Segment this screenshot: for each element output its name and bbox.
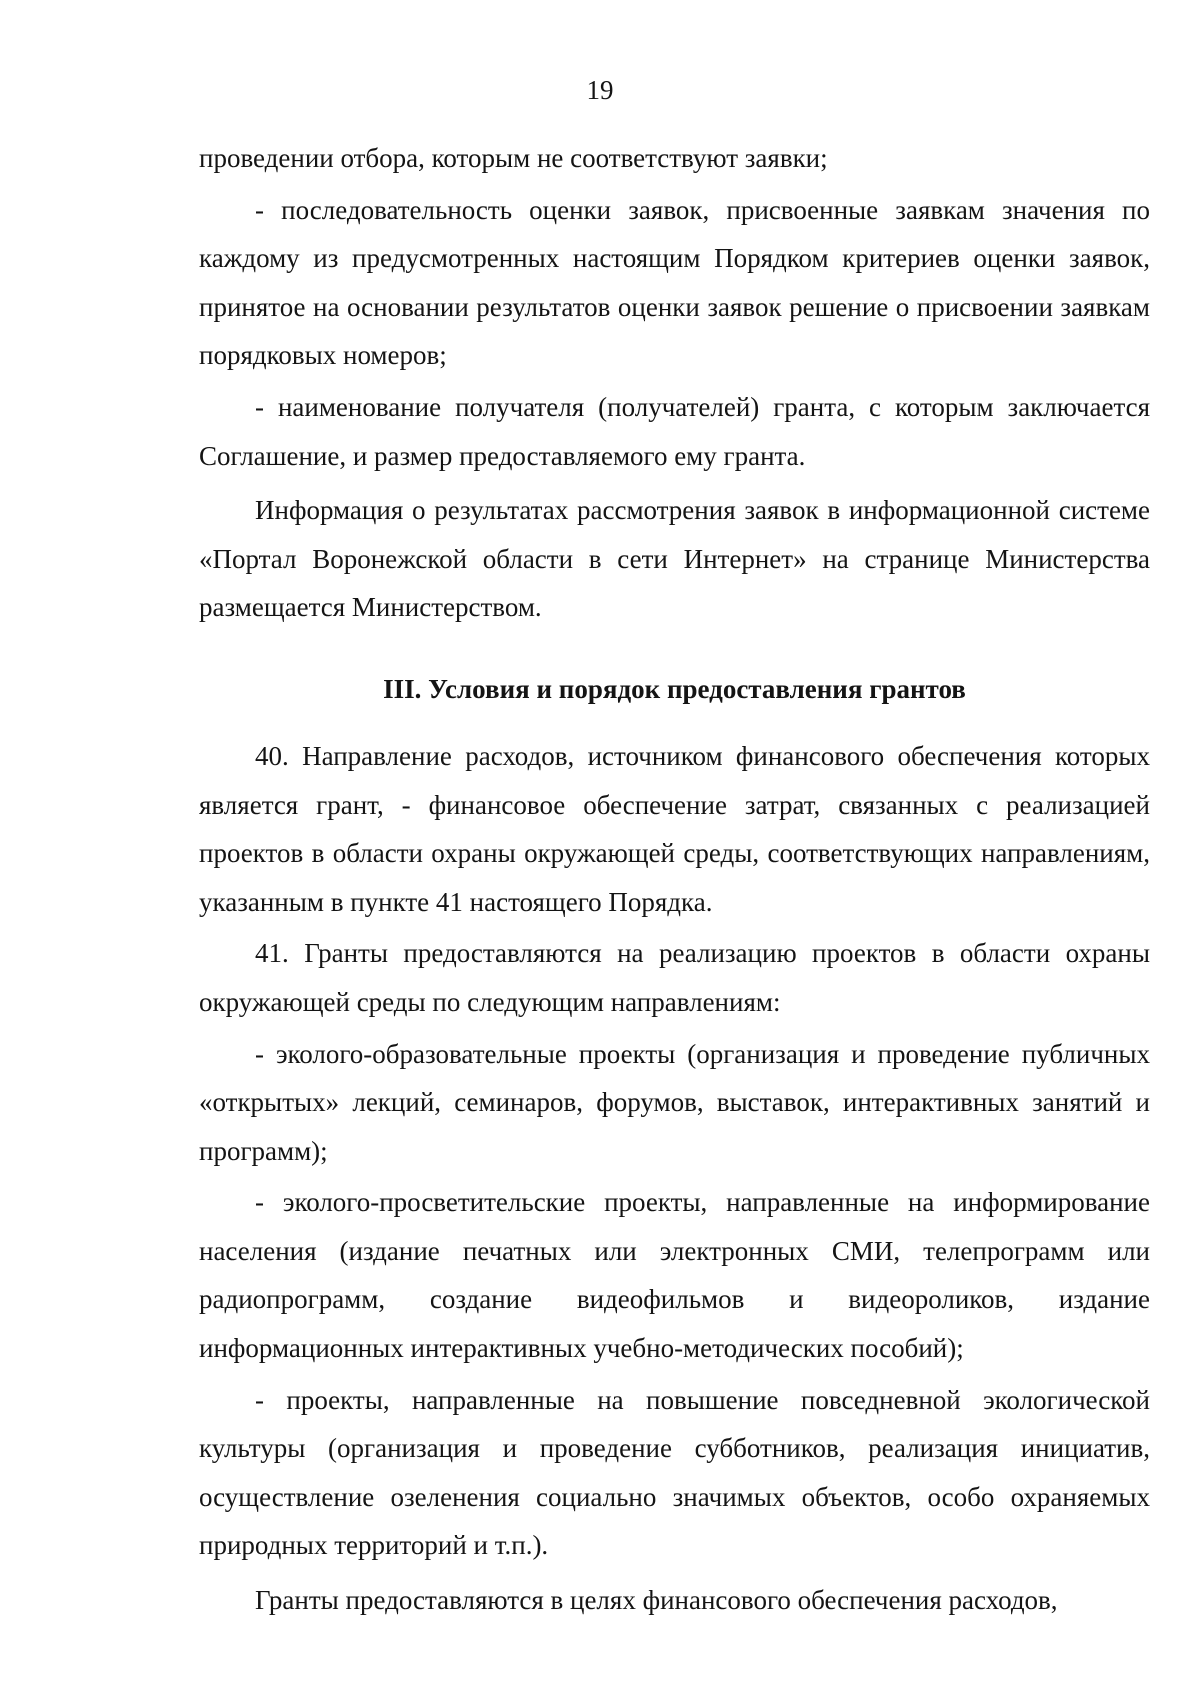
paragraph-list-item: - наименование получателя (получателей) гранта, с которым заключается Соглашение, и размер предоставляемого ему гранта. <box>199 391 1150 471</box>
page-number: 19 <box>586 75 614 105</box>
paragraph-info: Информация о результатах рассмотрения заявок в информационной системе «Портал Воронежской области в сети Интернет» на странице Министерства размещается Министерством. <box>199 495 1150 623</box>
paragraph-list-item: - последовательность оценки заявок, присвоенные заявкам значения по каждому из предусмотренных настоящим Порядком критериев оценки заявок, принятое на основании результатов оценки заявок решение о присвоении заявкам порядковых номеров; <box>199 194 1150 371</box>
paragraph-item-40: 40. Направление расходов, источником финансового обеспечения которых является грант, - финансовое обеспечение затрат, связанных с реализацией проектов в области охраны окружающей среды, соответствующих направлениям, указанным в пункте 41 настоящего Порядка. <box>199 740 1150 917</box>
paragraph-continuation: проведении отбора, которым не соответствуют заявки; <box>199 143 828 173</box>
paragraph-list-item: - эколого-образовательные проекты (организация и проведение публичных «открытых» лекций, семинаров, форумов, выставок, интерактивных занятий и программ); <box>199 1038 1150 1166</box>
document-body <box>199 134 1150 1625</box>
paragraph-item-41: 41. Гранты предоставляются на реализацию проектов в области охраны окружающей среды по следующим направлениям: <box>199 938 1150 1017</box>
section-heading: III. Условия и порядок предоставления грантов <box>383 673 966 704</box>
paragraph-grants-purpose: Гранты предоставляются в целях финансового обеспечения расходов, <box>255 1585 1058 1616</box>
paragraph-list-item: - эколого-просветительские проекты, направленные на информирование населения (издание печатных или электронных СМИ, телепрограмм или радиопрограмм, создание видеофильмов и видеороликов, издание информационных интерактивных учебно-методических пособий); <box>199 1187 1150 1364</box>
paragraph-list-item: - проекты, направленные на повышение повседневной экологической культуры (организация и проведение субботников, реализация инициатив, осуществление озеленения социально значимых объектов, особо охраняемых природных территорий и т.п.). <box>199 1384 1150 1561</box>
